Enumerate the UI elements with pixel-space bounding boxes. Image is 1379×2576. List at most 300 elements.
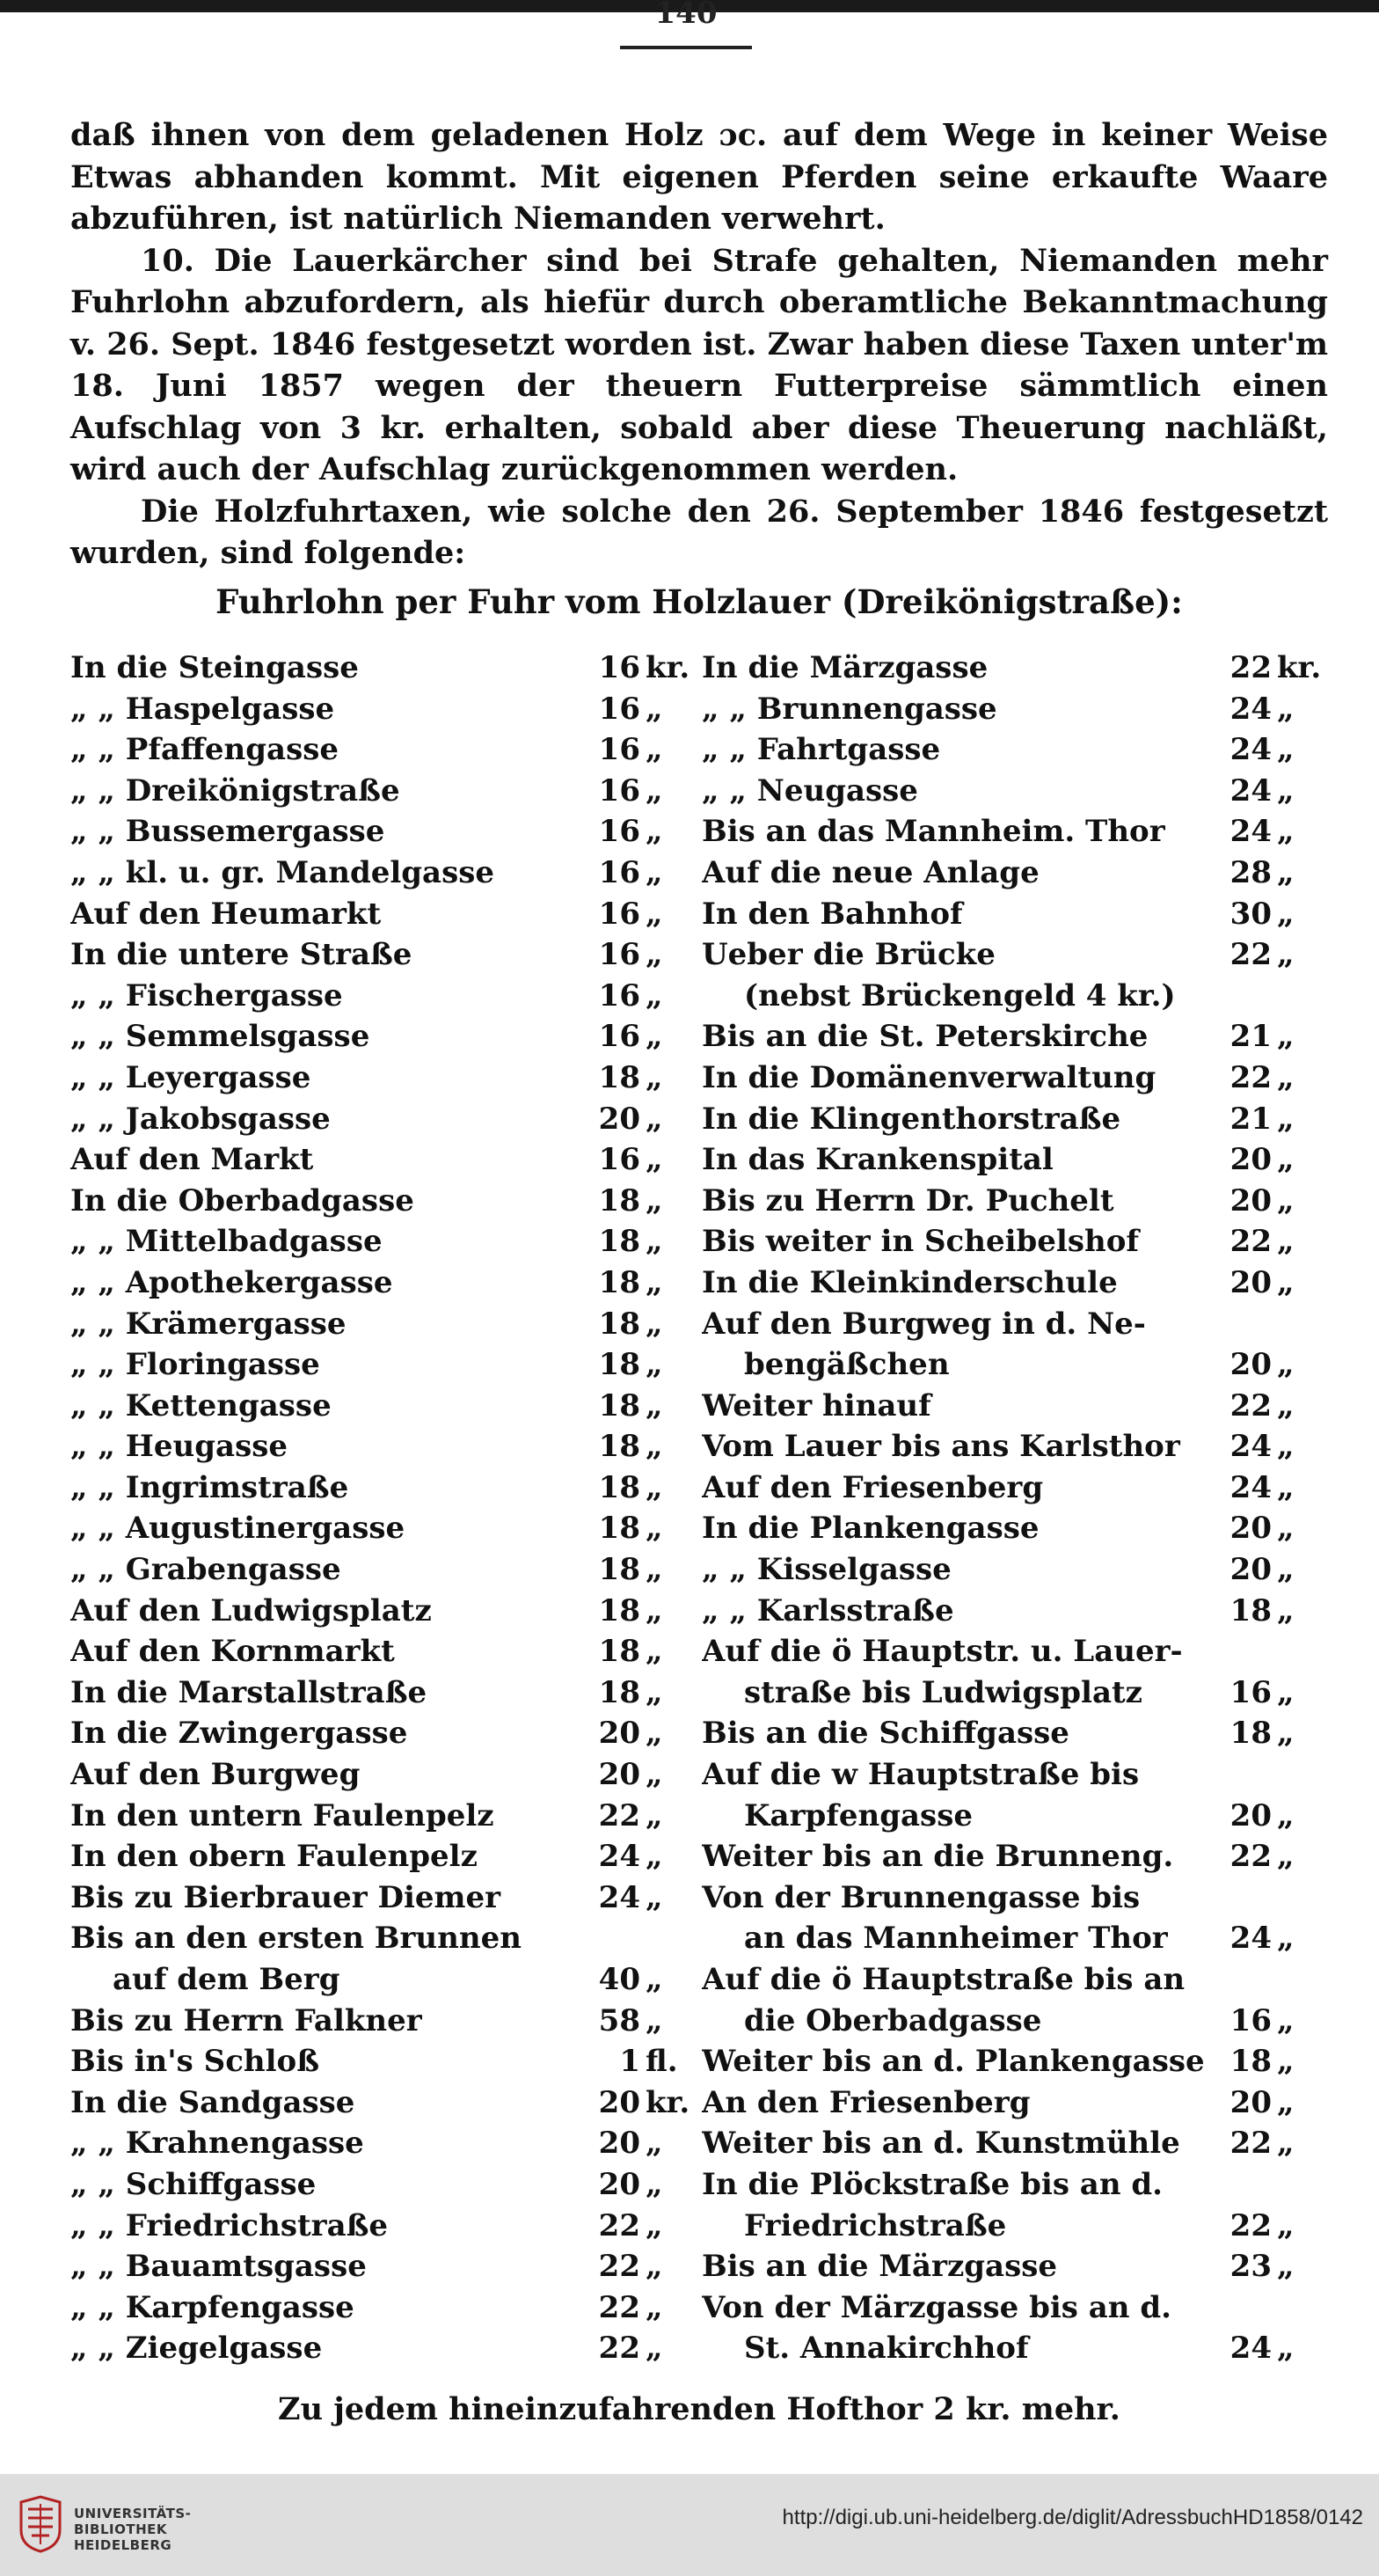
fare-amount (1210, 1631, 1272, 1672)
fare-amount: 24 (1229, 732, 1272, 768)
fare-unit: „ (1277, 1469, 1295, 1505)
fare-row (70, 1918, 697, 1959)
fare-destination: „ „ Mittelbadgasse (70, 1224, 383, 1260)
fare-destination: „ „ Heugasse (70, 1429, 288, 1465)
fare-row (70, 1467, 697, 1509)
fare-destination: die Oberbadgasse (744, 2002, 1042, 2038)
fare-row (70, 2164, 697, 2206)
page-number-rule (620, 46, 752, 49)
fare-amount: 16 (598, 732, 640, 768)
fare-row (70, 1181, 697, 1222)
fare-amount: 22 (598, 2331, 640, 2367)
fare-unit: „ (1277, 1429, 1295, 1465)
fare-destination: In die Plöckstraße bis an d. (702, 2166, 1163, 2202)
fare-unit (1272, 1304, 1328, 1345)
fare-unit: „ (1277, 896, 1295, 932)
fare-destination: Bis in's Schloß (70, 2044, 320, 2080)
fare-amount: 20 (1229, 1182, 1272, 1218)
fare-row (702, 1181, 1328, 1222)
fare-amount: 18 (598, 1552, 640, 1588)
fare-destination: Von der Märzgasse bis an d. (702, 2289, 1171, 2325)
source-url-link[interactable]: http://digi.ub.uni-heidelberg.de/diglit/AdressbuchHD1858/0142 (782, 2506, 1363, 2529)
fare-amount: 18 (598, 1224, 640, 1260)
fare-row (702, 2082, 1328, 2124)
fare-row (702, 771, 1328, 812)
fare-amount: 20 (598, 2166, 640, 2202)
fare-row (702, 1713, 1328, 1754)
fare-amount: 20 (1229, 1797, 1272, 1833)
fare-unit: „ (1277, 2331, 1295, 2367)
fare-amount: 18 (1229, 1716, 1272, 1752)
fare-row (70, 648, 697, 689)
fare-destination: „ „ Haspelgasse (70, 691, 335, 727)
fare-row (70, 894, 697, 935)
fare-row (702, 1467, 1328, 1509)
fare-row (70, 1549, 697, 1591)
fare-destination: Weiter bis an die Brunneng. (702, 1839, 1174, 1875)
paragraph-continuation: daß ihnen von dem geladenen Holz ɔc. auf dem Wege in keiner Weise Etwas abhanden kommt. Mit eigenen Pferden seine erkaufte Waare abzuführen, ist natürlich Niemanden verwehrt. (70, 117, 1328, 237)
fare-amount: 20 (598, 1757, 640, 1793)
fare-unit: „ (646, 977, 663, 1014)
fare-unit: „ (646, 1552, 663, 1588)
fare-destination: Weiter bis an d. Plankengasse (702, 2044, 1205, 2080)
fare-destination: Karpfengasse (744, 1797, 973, 1833)
library-name-line2: BIBLIOTHEK (74, 2521, 167, 2537)
fare-row (702, 2328, 1328, 2369)
fare-destination: „ „ Leyergasse (70, 1059, 311, 1095)
fare-destination: In die Plankengasse (702, 1511, 1040, 1547)
fare-unit (1272, 2287, 1328, 2329)
intro-text (70, 114, 1328, 624)
fare-column-left (70, 648, 697, 2369)
fare-unit: „ (1277, 2002, 1295, 2038)
fare-row (70, 1591, 697, 1632)
fare-unit: „ (1277, 854, 1295, 890)
library-footer (0, 2474, 1379, 2576)
fare-destination: bengäßchen (744, 1347, 950, 1383)
fare-unit: „ (646, 1387, 663, 1423)
fare-unit: „ (646, 1101, 663, 1137)
fare-destination: „ „ Dreikönigstraße (70, 772, 400, 809)
fare-row (702, 729, 1328, 771)
fare-amount: 22 (1229, 2207, 1272, 2243)
fare-destination: Auf den Friesenberg (702, 1469, 1044, 1505)
fare-row (70, 1386, 697, 1427)
fare-destination: Auf den Burgweg (70, 1757, 361, 1793)
fare-destination: „ „ Bussemergasse (70, 814, 385, 850)
fare-amount: 22 (598, 2289, 640, 2325)
fare-amount: 28 (1229, 854, 1272, 890)
fare-amount: 18 (598, 1059, 640, 1095)
fare-amount: 18 (598, 1674, 640, 1710)
fare-destination: „ „ Ziegelgasse (70, 2331, 323, 2367)
fare-unit: „ (646, 1429, 663, 1465)
fare-row (70, 1304, 697, 1345)
fare-destination: „ „ Semmelsgasse (70, 1019, 370, 1055)
fare-row (702, 1591, 1328, 1632)
fare-row (702, 853, 1328, 894)
fare-destination: „ „ Grabengasse (70, 1552, 341, 1588)
library-name-line3: HEIDELBERG (74, 2537, 172, 2553)
fare-amount: 16 (1229, 2002, 1272, 2038)
fare-unit: kr. (646, 650, 690, 685)
fare-unit: „ (1277, 732, 1295, 768)
fare-row (70, 1877, 697, 1919)
fare-row (70, 2246, 697, 2287)
fare-unit: „ (646, 1962, 663, 1997)
fare-amount: 24 (1229, 2331, 1272, 2367)
fare-amount: 16 (598, 854, 640, 890)
fare-unit: „ (1277, 1511, 1295, 1547)
fare-row (702, 2206, 1328, 2247)
fare-destination: „ „ Floringasse (70, 1347, 320, 1383)
fare-amount: 22 (598, 2207, 640, 2243)
fare-column-right (702, 648, 1328, 2369)
fare-unit: „ (646, 1716, 663, 1752)
fare-amount (1210, 1877, 1272, 1919)
fare-unit (1272, 2164, 1328, 2206)
fare-unit: „ (1277, 2044, 1295, 2080)
fare-amount: 24 (1229, 691, 1272, 727)
fare-destination: Bis zu Herrn Falkner (70, 2002, 422, 2038)
fare-destination: „ „ Augustinergasse (70, 1511, 405, 1547)
fare-destination: Auf die w Hauptstraße bis (702, 1757, 1140, 1793)
fare-row (702, 1057, 1328, 1099)
fare-destination: auf dem Berg (113, 1962, 340, 1997)
fare-row (702, 1139, 1328, 1181)
fare-row (702, 1836, 1328, 1877)
fare-unit (640, 1918, 697, 1959)
fare-destination: Auf den Burgweg in d. Ne- (702, 1306, 1146, 1342)
fare-amount: 30 (1229, 896, 1272, 932)
fare-unit: „ (1277, 1921, 1295, 1957)
fare-row (702, 1426, 1328, 1467)
fare-row (702, 1959, 1328, 2001)
fare-destination: Bis an die Schiffgasse (702, 1716, 1069, 1752)
fare-destination: „ „ Neugasse (702, 772, 918, 809)
fare-destination: an das Mannheimer Thor (744, 1921, 1168, 1957)
fare-amount: 24 (598, 1839, 640, 1875)
fare-unit: „ (1277, 1019, 1295, 1055)
fare-unit: „ (1277, 1224, 1295, 1260)
fare-row (702, 1508, 1328, 1549)
fare-destination: In die Sandgasse (70, 2084, 355, 2120)
library-name-line1: UNIVERSITÄTS- (74, 2506, 192, 2521)
fare-unit: „ (1277, 772, 1295, 809)
fare-unit: „ (1277, 1101, 1295, 1137)
fare-unit: „ (646, 1469, 663, 1505)
fare-amount: 16 (598, 772, 640, 809)
fare-destination: In den untern Faulenpelz (70, 1797, 494, 1833)
fare-unit (1272, 1754, 1328, 1796)
fare-row (70, 2123, 697, 2164)
fare-amount: 22 (598, 2249, 640, 2285)
fare-destination: Bis an die St. Peterskirche (702, 1019, 1149, 1055)
fare-unit: „ (646, 1182, 663, 1218)
fare-unit: „ (1277, 2207, 1295, 2243)
fare-destination: Friedrichstraße (744, 2207, 1007, 2243)
fare-amount: 22 (598, 1797, 640, 1833)
fare-row (70, 1016, 697, 1057)
fare-row (702, 689, 1328, 730)
fare-destination: „ „ kl. u. gr. Mandelgasse (70, 854, 494, 890)
fare-destination: „ „ Brunnengasse (702, 691, 997, 727)
fare-amount: 21 (1229, 1019, 1272, 1055)
university-library-logo-icon (16, 2495, 65, 2553)
fare-amount: 16 (598, 977, 640, 1014)
fare-row (70, 2082, 697, 2124)
fare-destination: Weiter hinauf (702, 1387, 931, 1423)
fare-destination: In den Bahnhof (702, 896, 963, 932)
fare-destination: „ „ Karpfengasse (70, 2289, 354, 2325)
fare-amount: 20 (1229, 2084, 1272, 2120)
fare-row (70, 1426, 697, 1467)
fare-amount: 16 (598, 650, 640, 685)
paragraph-item-10: 10. Die Lauerkärcher sind bei Strafe gehalten, Niemanden mehr Fuhrlohn abzufordern, als hiefür durch oberamtliche Bekanntmachung v. 26. Sept. 1846 festgesetzt worden ist. Zwar haben diese Taxen unter'm 18. Juni 1857 wegen der theuern Futterpreise sämmtlich einen Aufschlag von 3 kr. erhalten, sobald aber diese Theuerung nachläßt, wird auch der Aufschlag zurückgenommen werden. (70, 242, 1328, 487)
fare-amount: 18 (598, 1264, 640, 1300)
fare-destination: „ „ Jakobsgasse (70, 1101, 331, 1137)
fare-unit: „ (1277, 1059, 1295, 1095)
fare-row (702, 1344, 1328, 1386)
fare-amount: 20 (1229, 1142, 1272, 1178)
fare-amount: 24 (598, 1879, 640, 1915)
fare-unit: „ (646, 1347, 663, 1383)
fare-unit: „ (646, 1879, 663, 1915)
fare-unit: „ (646, 2289, 663, 2325)
fare-unit (1272, 1877, 1328, 1919)
fare-unit: „ (1277, 1797, 1295, 1833)
fare-unit: „ (1277, 1347, 1295, 1383)
fare-amount: 24 (1229, 814, 1272, 850)
fare-destination: An den Friesenberg (702, 2084, 1031, 2120)
fare-amount: 20 (1229, 1511, 1272, 1547)
fare-destination: In die Zwingergasse (70, 1716, 408, 1752)
fare-destination: In die Märzgasse (702, 650, 989, 685)
fare-unit: „ (646, 732, 663, 768)
fare-amount: 16 (598, 1142, 640, 1178)
fare-destination: Auf die ö Hauptstraße bis an (702, 1962, 1186, 1997)
fare-unit: „ (646, 1059, 663, 1095)
fare-row (70, 2206, 697, 2247)
fare-unit: „ (646, 1757, 663, 1793)
fare-unit: „ (1277, 2126, 1295, 2162)
fare-unit: fl. (646, 2044, 678, 2080)
fare-row (70, 1099, 697, 1140)
fare-unit: „ (1277, 1182, 1295, 1218)
fare-destination: In das Krankenspital (702, 1142, 1054, 1178)
fare-amount: 20 (598, 1101, 640, 1137)
fare-destination: (nebst Brückengeld 4 kr.) (744, 977, 1176, 1014)
fare-row (702, 1099, 1328, 1140)
fare-destination: Auf den Kornmarkt (70, 1634, 395, 1670)
fare-unit (1272, 976, 1328, 1017)
fare-row (70, 934, 697, 976)
fare-destination: „ „ Krahnengasse (70, 2126, 364, 2162)
fare-row (70, 2041, 697, 2082)
fare-destination: „ „ Apothekergasse (70, 1264, 393, 1300)
fare-amount: 18 (598, 1511, 640, 1547)
fare-row (702, 1016, 1328, 1057)
fare-row (70, 1262, 697, 1304)
fare-row (70, 1713, 697, 1754)
fare-amount: 18 (598, 1592, 640, 1628)
fare-unit: „ (646, 1306, 663, 1342)
fare-row (70, 1057, 697, 1099)
fare-row (702, 1877, 1328, 1919)
fare-row (70, 1139, 697, 1181)
fare-destination: Auf den Markt (70, 1142, 314, 1178)
fare-unit: kr. (646, 2084, 690, 2120)
fare-amount: 18 (598, 1634, 640, 1670)
fare-row (702, 1796, 1328, 1837)
fare-row (70, 1631, 697, 1672)
fare-destination: Bis zu Herrn Dr. Puchelt (702, 1182, 1114, 1218)
fare-destination: St. Annakirchhof (744, 2331, 1029, 2367)
fare-row (70, 689, 697, 730)
fare-amount: 16 (598, 937, 640, 973)
fare-unit: „ (1277, 691, 1295, 727)
fare-unit: „ (1277, 1552, 1295, 1588)
fare-row (702, 1672, 1328, 1714)
fare-amount: 18 (598, 1182, 640, 1218)
fare-table (70, 648, 1328, 2369)
fare-row (70, 1221, 697, 1262)
fare-row (70, 771, 697, 812)
fare-unit: kr. (1277, 650, 1322, 685)
fare-amount: 21 (1229, 1101, 1272, 1137)
fare-row (70, 853, 697, 894)
fare-row (70, 1672, 697, 1714)
fare-destination: Weiter bis an d. Kunstmühle (702, 2126, 1180, 2162)
fare-amount: 22 (1229, 1059, 1272, 1095)
fare-amount: 24 (1229, 772, 1272, 809)
fare-unit: „ (1277, 814, 1295, 850)
fare-destination: In die Marstallstraße (70, 1674, 427, 1710)
fare-unit: „ (646, 1674, 663, 1710)
fare-destination: „ „ Pfaffengasse (70, 732, 339, 768)
fare-destination: Auf die ö Hauptstr. u. Lauer- (702, 1634, 1183, 1670)
fare-amount: 1 (619, 2044, 640, 2080)
fare-amount: 22 (1229, 1839, 1272, 1875)
fare-unit: „ (646, 1142, 663, 1178)
fare-amount: 20 (598, 1716, 640, 1752)
fare-destination: Bis an den ersten Brunnen (70, 1921, 522, 1957)
fare-destination: In die Domänenverwaltung (702, 1059, 1156, 1095)
fare-row (70, 1796, 697, 1837)
fare-row (70, 1508, 697, 1549)
fare-destination: Ueber die Brücke (702, 937, 996, 973)
fare-row (702, 2041, 1328, 2082)
fare-amount: 20 (1229, 1347, 1272, 1383)
fare-unit: „ (1277, 1264, 1295, 1300)
fare-row (70, 2328, 697, 2369)
fare-destination: „ „ Fischergasse (70, 977, 343, 1014)
intro-paragraphs (70, 114, 1328, 574)
fare-amount: 58 (598, 2002, 640, 2038)
fare-row (70, 1344, 697, 1386)
fare-unit: „ (646, 1634, 663, 1670)
fare-amount (579, 1918, 640, 1959)
fare-amount: 18 (598, 1347, 640, 1383)
fare-destination: In die Steingasse (70, 650, 359, 685)
fare-destination: In die Klingenthorstraße (702, 1101, 1121, 1137)
fare-row (70, 1754, 697, 1796)
fare-destination: Bis an die Märzgasse (702, 2249, 1057, 2285)
fare-unit: „ (646, 1839, 663, 1875)
fare-destination: „ „ Schiffgasse (70, 2166, 317, 2202)
fare-row (702, 1221, 1328, 1262)
fare-unit: „ (646, 2207, 663, 2243)
fare-row (702, 1631, 1328, 1672)
fare-unit: „ (646, 2249, 663, 2285)
fare-unit: „ (646, 1224, 663, 1260)
fare-destination: Bis an das Mannheim. Thor (702, 814, 1165, 850)
fare-unit: „ (1277, 1387, 1295, 1423)
fare-destination: Bis weiter in Scheibelshof (702, 1224, 1140, 1260)
fare-destination: In die Kleinkinderschule (702, 1264, 1118, 1300)
fare-row (702, 2001, 1328, 2042)
fare-row (70, 2001, 697, 2042)
fare-destination: In den obern Faulenpelz (70, 1839, 478, 1875)
fare-destination: „ „ Bauamtsgasse (70, 2249, 367, 2285)
fare-amount: 22 (1229, 937, 1272, 973)
fare-destination: In die Oberbadgasse (70, 1182, 414, 1218)
fare-row (702, 2123, 1328, 2164)
fare-destination: In die untere Straße (70, 937, 412, 973)
fare-row (702, 2287, 1328, 2329)
fare-row (70, 2287, 697, 2329)
fare-row (70, 1959, 697, 2001)
fare-unit (1272, 1959, 1328, 2001)
fare-unit: „ (1277, 937, 1295, 973)
fare-row (702, 1304, 1328, 1345)
fare-unit: „ (646, 1019, 663, 1055)
fare-amount: 20 (598, 2084, 640, 2120)
fare-amount: 22 (1229, 1224, 1272, 1260)
fare-amount (1210, 1304, 1272, 1345)
fare-unit (1272, 1631, 1328, 1672)
fare-destination: „ „ Ingrimstraße (70, 1469, 349, 1505)
fare-unit: „ (646, 2166, 663, 2202)
fare-amount: 18 (1229, 1592, 1272, 1628)
fare-destination: Bis zu Bierbrauer Diemer (70, 1879, 501, 1915)
fare-row (702, 934, 1328, 976)
fare-destination: Auf den Ludwigsplatz (70, 1592, 432, 1628)
fare-row (70, 729, 697, 771)
fare-unit: „ (646, 814, 663, 850)
fare-amount (1210, 1754, 1272, 1796)
fare-row (702, 1754, 1328, 1796)
fare-row (70, 1836, 697, 1877)
fare-row (702, 894, 1328, 935)
fare-destination: Auf die neue Anlage (702, 854, 1040, 890)
fare-unit: „ (646, 1592, 663, 1628)
fare-amount: 16 (598, 814, 640, 850)
fare-unit: „ (646, 937, 663, 973)
fare-row (70, 976, 697, 1017)
fare-amount: 16 (598, 1019, 640, 1055)
page-number: 140 (654, 0, 718, 31)
library-name (74, 2506, 191, 2553)
fare-amount: 22 (1229, 650, 1272, 685)
fare-destination: „ „ Kisselgasse (702, 1552, 952, 1588)
fare-unit: „ (1277, 1674, 1295, 1710)
fare-unit: „ (646, 1511, 663, 1547)
fare-unit: „ (646, 691, 663, 727)
fare-amount (1210, 976, 1272, 1017)
fare-amount (1210, 2164, 1272, 2206)
fare-row (702, 811, 1328, 853)
